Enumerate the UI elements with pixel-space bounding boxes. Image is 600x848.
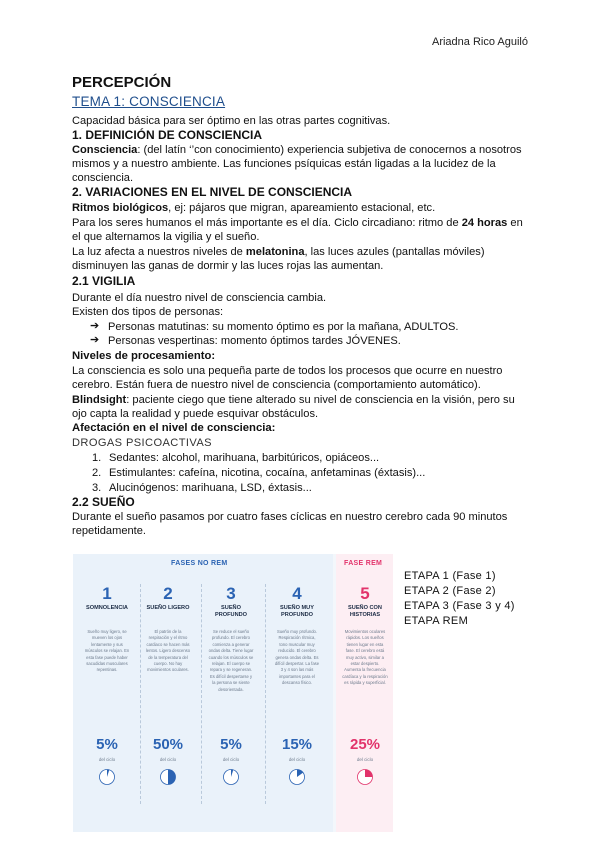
arrow-bullet-icon: ➔ [90, 334, 100, 346]
arrow-bullet-icon: ➔ [90, 320, 100, 332]
luz-b: , las luces azules (pantallas móviles) [304, 246, 485, 258]
intro-text: Capacidad básica para ser óptimo en las otras partes cognitivas. [72, 115, 391, 127]
stage-number: 3 [226, 584, 236, 603]
dia-a: Para los seres humanos el más importante es el día. Ciclo circadiano: ritmo de [72, 217, 462, 229]
drug-number: 1. [92, 452, 102, 464]
page-title: PERCEPCIÓN [72, 74, 172, 91]
stage-description: Movimientos oculares rápidos. Los sueños tienen lugar en esta fase. El cerebro está muy activo, similar a estar despierto. Aumenta la frecuencia cardíaca y la respiración es rápida y superficial. [342, 629, 388, 686]
section-1-heading: 1. DEFINICIÓN DE CONSCIENCIA [72, 128, 263, 142]
stage-pie-chart [159, 768, 177, 786]
dia-line1 [72, 216, 523, 230]
dia-b: en [507, 217, 523, 229]
topic-subtitle: TEMA 1: CONSCIENCIA [72, 94, 226, 109]
dia-line2: el que alternamos la vigilia y el sueño. [72, 231, 260, 243]
luz-bold: melatonina [245, 246, 305, 258]
blindsight-line1 [72, 393, 515, 407]
stage-percent: 5% [96, 736, 118, 753]
stage-number: 2 [163, 584, 173, 603]
ritmos-line [72, 201, 435, 215]
pie-slice [365, 770, 373, 778]
sueno-line2: repetidamente. [72, 525, 147, 537]
stage-percent: 50% [152, 736, 184, 753]
drogas-heading: DROGAS PSICOACTIVAS [72, 437, 212, 449]
niveles-line2: cerebro. Están fuera de nuestro nivel de consciencia (comportamiento automático). [72, 379, 481, 391]
drug-number: 3. [92, 482, 102, 494]
luz-line1 [72, 245, 485, 259]
luz-a: La luz afecta a nuestros niveles de [72, 246, 246, 258]
stage-name: SUEÑO LIGERO [146, 605, 190, 611]
nrem-label: FASES NO REM [171, 560, 228, 567]
stage-name: SUEÑO MUY PROFUNDO [280, 605, 314, 618]
blindsight-rest: : paciente ciego que tiene alterado su nivel de consciencia en la visión, pero su [126, 394, 515, 406]
stage-description: El patrón de la respiración y el ritmo cardiaco se hacen más lentos. Ligero descenso de la temperatura del cuerpo. No hay movimientos oculares. [145, 629, 191, 673]
stage-description: Sueño muy profundo. Respiración rítmica, tono muscular muy reducido. El cerebro genera ondas delta. Es difícil despertar. La fase 3 y 4 son las más importantes para el descanso físico. [274, 629, 320, 686]
stage-pie-chart [288, 768, 306, 786]
drug-item-sedantes: Sedantes: alcohol, marihuana, barbitúricos, opiáceos... [109, 452, 380, 464]
s1-definition-line3: consciencia. [72, 172, 134, 184]
stage-pie-chart [356, 768, 374, 786]
pie-slice [168, 770, 176, 785]
stage-percent-caption: del ciclo [288, 757, 306, 762]
vigilia-line2: Existen dos tipos de personas: [72, 306, 224, 318]
s1-definition-line2: mismos y a nuestro ambiente. Las funciones psíquicas están ligadas a la lucidez de la [72, 158, 496, 170]
afectacion-heading: Afectación en el nivel de consciencia: [72, 422, 276, 434]
dia-bold: 24 horas [461, 217, 508, 229]
stage-percent: 5% [220, 736, 242, 753]
stage-number: 4 [292, 584, 302, 603]
drug-number: 2. [92, 467, 102, 479]
consciencia-term: Consciencia [72, 144, 138, 156]
stage-column [81, 574, 133, 826]
etapa-1: ETAPA 1 (Fase 1) [404, 570, 496, 582]
stage-name: SUEÑO PROFUNDO [214, 605, 247, 618]
niveles-heading: Niveles de procesamiento: [72, 350, 216, 362]
stage-name: SUEÑO CON HISTORIAS [348, 605, 382, 618]
stage-column [142, 574, 194, 826]
stage-number: 1 [102, 584, 112, 603]
bullet-vespertinas: Personas vespertinas: momento óptimos tardes JÓVENES. [108, 335, 401, 347]
column-divider [265, 584, 266, 804]
stage-percent-caption: del ciclo [222, 757, 240, 762]
stage-percent-caption: del ciclo [356, 757, 374, 762]
ritmos-term: Ritmos biológicos [72, 202, 169, 214]
author-name: Ariadna Rico Aguiló [431, 36, 528, 48]
etapa-2: ETAPA 2 (Fase 2) [404, 585, 496, 597]
stage-pie-chart [222, 768, 240, 786]
section-2-heading: 2. VARIACIONES EN EL NIVEL DE CONSCIENCIA [72, 185, 353, 199]
stage-percent-caption: del ciclo [98, 757, 116, 762]
s1-line1-rest: : (del latín ‘’con conocimiento) experiencia subjetiva de conocernos a nosotros [137, 144, 522, 156]
sleep-phases-infographic [73, 554, 393, 832]
stage-column [205, 574, 257, 826]
column-divider [140, 584, 141, 804]
stage-column-rem [339, 574, 391, 826]
section-2-1-heading: 2.1 VIGILIA [72, 274, 136, 288]
blindsight-term: Blindsight [72, 394, 127, 406]
stage-description: Se reduce el sueño profundo. El cerebro comienza a generar ondas delta. Tiene lugar cuando los músculos se relajan. El cuerpo se repara y se regeneran. Es difícil despertarse y la persona se siente desorientada. [208, 629, 254, 692]
stage-name: SOMNOLENCIA [86, 605, 128, 611]
stage-pie-chart [98, 768, 116, 786]
bullet-matutinas: Personas matutinas: su momento óptimo es por la mañana, ADULTOS. [108, 321, 459, 333]
stage-percent: 15% [281, 736, 313, 753]
ritmos-rest: , ej: pájaros que migran, apareamiento estacional, etc. [168, 202, 436, 214]
stage-percent: 25% [349, 736, 381, 753]
etapa-3: ETAPA 3 (Fase 3 y 4) [404, 600, 515, 612]
stage-percent-caption: del ciclo [159, 757, 177, 762]
drug-item-alucinogenos: Alucinógenos: marihuana, LSD, éxtasis... [109, 482, 312, 494]
section-2-2-heading: 2.2 SUEÑO [72, 495, 135, 509]
niveles-line1: La consciencia es solo una pequeña parte de todos los procesos que ocurre en nuestro [72, 365, 503, 377]
s1-definition-line1 [72, 143, 522, 157]
vigilia-line1: Durante el día nuestro nivel de consciencia cambia. [72, 292, 327, 304]
stage-number: 5 [360, 584, 370, 603]
rem-label: FASE REM [344, 560, 383, 567]
etapa-rem: ETAPA REM [404, 615, 469, 627]
stage-description: Sueño muy ligero, se mueven los ojos lentamente y sus músculos se relajan. En esta fase puede haber sacudidas musculares repentinas. [84, 629, 130, 673]
luz-line2: disminuyen las ganas de dormir y las luces rojas las aumentan. [72, 260, 384, 272]
sueno-line1: Durante el sueño pasamos por cuatro fases cíclicas en nuestro cerebro cada 90 minutos [72, 511, 508, 523]
blindsight-line2: ojo capta la realidad y puede esquivar obstáculos. [72, 408, 319, 420]
stage-column [271, 574, 323, 826]
column-divider [201, 584, 202, 804]
drug-item-estimulantes: Estimulantes: cafeína, nicotina, cocaína, anfetaminas (éxtasis)... [109, 467, 426, 479]
